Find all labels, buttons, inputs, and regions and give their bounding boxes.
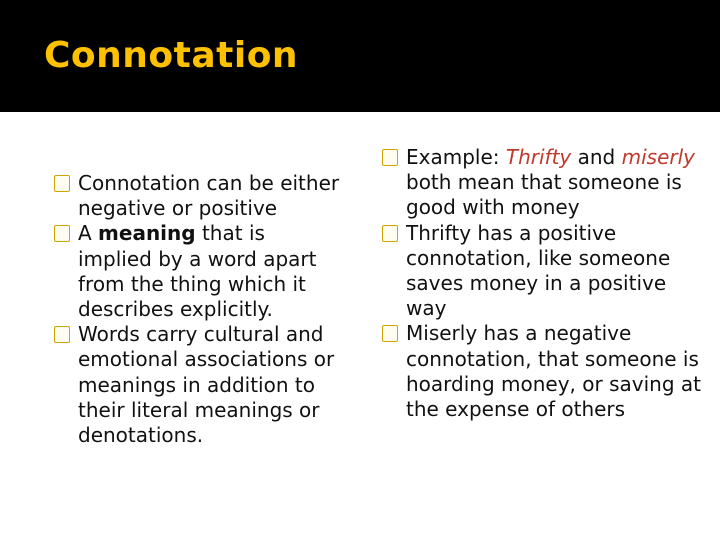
bullet-item [54, 322, 344, 448]
square-bullet-icon [54, 326, 70, 343]
bold-term: meaning [98, 221, 196, 246]
bullet-text: Miserly has a negative connotation, that someone is hoarding money, or saving at the expense of others [406, 321, 701, 422]
bullet-item [382, 321, 704, 422]
left-column [54, 171, 344, 448]
bullet-text: Thrifty has a positive connotation, like someone saves money in a positive way [406, 220, 671, 321]
bullet-text: Connotation can be either negative or positive [78, 171, 340, 221]
bullet-item [382, 145, 704, 221]
right-column [382, 145, 704, 422]
bullet-item [54, 171, 344, 221]
bullet-text-suffix: that is implied by a word apart from the thing which it describes explicitly. [78, 221, 317, 322]
square-bullet-icon [382, 225, 398, 242]
title-band [0, 0, 720, 112]
slide-title: Connotation [44, 35, 299, 76]
bullet-text-prefix: Example: [406, 145, 506, 169]
bullet-text: Words carry cultural and emotional associations or meanings in addition to their literal meanings or denotations. [78, 322, 335, 448]
bullet-item [382, 221, 704, 322]
square-bullet-icon [382, 149, 398, 166]
bullet-item [54, 221, 344, 322]
italic-term-thrifty: Thrifty [505, 145, 572, 169]
square-bullet-icon [54, 175, 70, 192]
bullet-text-mid: and [571, 145, 622, 169]
square-bullet-icon [54, 225, 70, 242]
bullet-text-prefix: A [78, 221, 99, 246]
square-bullet-icon [382, 325, 398, 342]
bullet-text-suffix: both mean that someone is good with money [406, 170, 682, 220]
italic-term-miserly: miserly [621, 145, 695, 169]
